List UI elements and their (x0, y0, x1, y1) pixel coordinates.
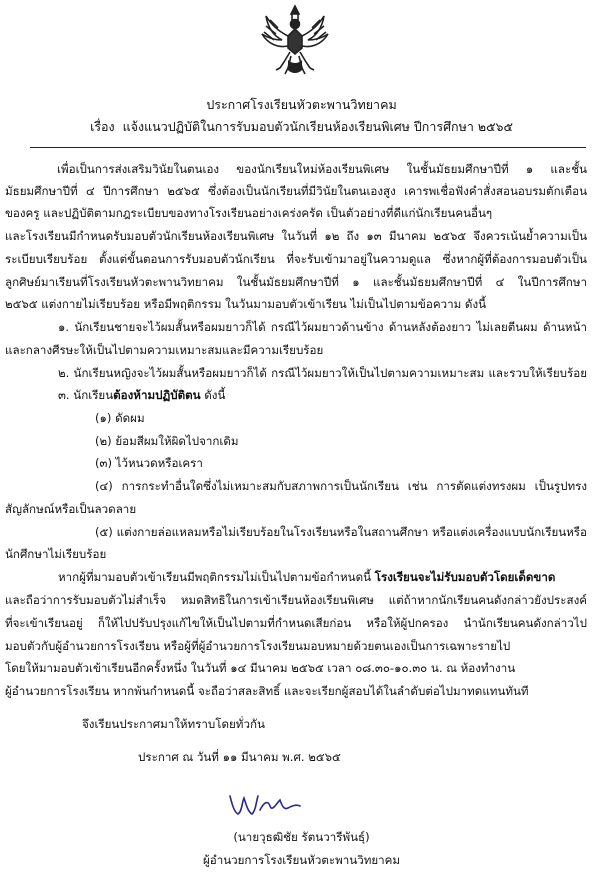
closing-line: ที่จะเข้าเรียนอยู่ ก็ให้ไปปรับปรุงแก้ไขให้เป็นไปตามที่กำหนดเสียก่อน หรือให้ผู้ปกครอง นำนักเรียนคนดังกล่าวไป (5, 616, 587, 630)
closing-line: ผู้อำนวยการโรงเรียน หากพ้นกำหนดนี้ จะถือว่าสละสิทธิ์ และจะเรียกผู้สอบได้ในลำดับต่อไปมาทดแทนทันที (5, 684, 529, 698)
rule-3-line (58, 387, 225, 403)
rule-3-prefix: ๓. นักเรียน (58, 388, 114, 402)
rule-2-line: ๒. นักเรียนหญิงจะไว้ผมสั้นหรือผมยาวก็ได้ กรณีไว้ผมยาวให้เป็นไปตามความเหมาะสม และรวบให้เรียบร้อย (58, 366, 587, 380)
subject-line (0, 118, 603, 136)
rule-1-line: ๑. นักเรียนชายจะไว้ผมสั้นหรือผมยาวก็ได้ กรณีไว้ผมยาวด้านข้าง ด้านหลังต้องยาว ไม่เลยตีนผม ด้านหน้า (58, 320, 587, 334)
signer-name: (นายวุธฒิชัย รัตนวารีพันธุ์) (233, 830, 370, 844)
prohibition-item: (๑) ดัดผม (95, 411, 145, 425)
rule-1-line: และกลางศีรษะให้เป็นไปตามความเหมาะสมและมีความเรียบร้อย (5, 343, 324, 357)
closing-line: มอบตัวกับผู้อำนวยการโรงเรียน หรือผู้ที่ผู้อำนวยการโรงเรียนมอบหมายด้วยตนเองเป็นการเฉพาะรายไป (5, 639, 511, 653)
intro-line: มัธยมศึกษาปีที่ ๔ ปีการศึกษา ๒๕๖๕ ซึ่งต้องเป็นนักเรียนที่มีวินัยในตนเองสูง เคารพเชื่อฟังคำสั่งสอนอบรมตักเตือน (5, 184, 587, 198)
intro-line: ๒๕๖๕ แต่งกายไม่เรียบร้อย หรือมีพฤติกรรม ในวันมามอบตัวเข้าเรียน ไม่เป็นไปตามข้อความ ดังนี้ (5, 297, 487, 311)
prohibition-item: (๒) ย้อมสีผมให้ผิดไปจากเดิม (95, 434, 239, 448)
intro-line: ของครู และปฏิบัติตามกฎระเบียบของทางโรงเรียนอย่างเคร่งครัด เป็นตัวอย่างที่ดีแก่นักเรียนคนอื่นๆ (5, 206, 493, 220)
prohibition-item: (๓) ไว้หนวดหรือเครา (95, 456, 203, 470)
closing-bold: โรงเรียนจะไม่รับมอบตัวโดยเด็ดขาด (374, 570, 556, 584)
subject-label: เรื่อง (90, 119, 115, 134)
signer-position: ผู้อำนวยการโรงเรียนหัวตะพานวิทยาคม (202, 853, 401, 867)
date-line: ประกาศ ณ วันที่ ๑๑ มีนาคม พ.ศ. ๒๕๖๕ (138, 750, 341, 764)
subject-text: แจ้งแนวปฏิบัติในการรับมอบตัวนักเรียนห้องเรียนพิเศษ ปีการศึกษา ๒๕๖๕ (122, 119, 513, 134)
header-divider (30, 147, 586, 148)
prohibition-item: (๔) การกระทำอื่นใดซึ่งไม่เหมาะสมกับสภาพการเป็นนักเรียน เช่น การตัดแต่งทรงผม เป็นรูปทรง (95, 479, 587, 493)
intro-line: ลูกศิษย์มาเรียนที่โรงเรียนหัวตะพานวิทยาคม ในชั้นมัธยมศึกษาปีที่ ๑ และชั้นมัธยมศึกษาปีที่ ๔ ในปีการศึกษา (5, 275, 587, 289)
closing-line: และถือว่าการรับมอบตัวไม่สำเร็จ หมดสิทธิในการเข้าเรียนห้องเรียนพิเศษ แต่ถ้าหากนักเรียนคนดังกล่าวยังประสงค์ (5, 593, 587, 607)
rule-3-bold: ต้องห้ามปฏิบัติตน (113, 388, 201, 402)
intro-line: ระเบียบเรียบร้อย ตั้งแต่ขั้นตอนการรับมอบตัวนักเรียน ที่จะรับเข้ามาอยู่ในความดูแล ซึ่งหากผู้ที่ต้องการมอบตัวเป็น (5, 252, 587, 266)
intro-line: เพื่อเป็นการส่งเสริมวินัยในตนเอง ของนักเรียนใหม่ห้องเรียนพิเศษ ในชั้นมัธยมศึกษาปีที่ ๑ และชั้น (57, 162, 587, 176)
intro-line: และโรงเรียนมีกำหนดรับมอบตัวนักเรียนห้องเรียนพิเศษ ในวันที่ ๑๒ ถึง ๑๓ มีนาคม ๒๕๖๕ จึงควรเน้นย้ำความเป็น (5, 229, 587, 243)
announce-line: จึงเรียนประกาศมาให้ทราบโดยทั่วกัน (82, 717, 265, 731)
garuda-emblem-icon (258, 2, 332, 76)
prohibition-item: (๕) แต่งกายล่อแหลมหรือไม่เรียบร้อยในโรงเรียนหรือในสถานศึกษา หรือแต่งเครื่องแบบนักเรียนหรือ (95, 525, 587, 539)
prohibition-item: นักศึกษาไม่เรียบร้อย (5, 547, 107, 561)
signature-icon (224, 790, 304, 820)
closing-line: โดยให้มามอบตัวเข้าเรียนอีกครั้งหนึ่ง ในวันที่ ๑๔ มีนาคม ๒๕๖๕ เวลา ๐๘.๓๐-๑๐.๓๐ น. ณ ห้องทำงาน (5, 661, 516, 675)
rule-3-suffix: ดังนี้ (200, 388, 226, 402)
closing-line (58, 569, 555, 585)
school-title: ประกาศโรงเรียนหัวตะพานวิทยาคม (206, 97, 397, 112)
closing-prefix: หากผู้ที่มามอบตัวเข้าเรียนมีพฤติกรรมไม่เป็นไปตามข้อกำหนดนี้ (58, 570, 375, 584)
prohibition-item: สัญลักษณ์หรือเป็นลวดลาย (5, 502, 137, 516)
